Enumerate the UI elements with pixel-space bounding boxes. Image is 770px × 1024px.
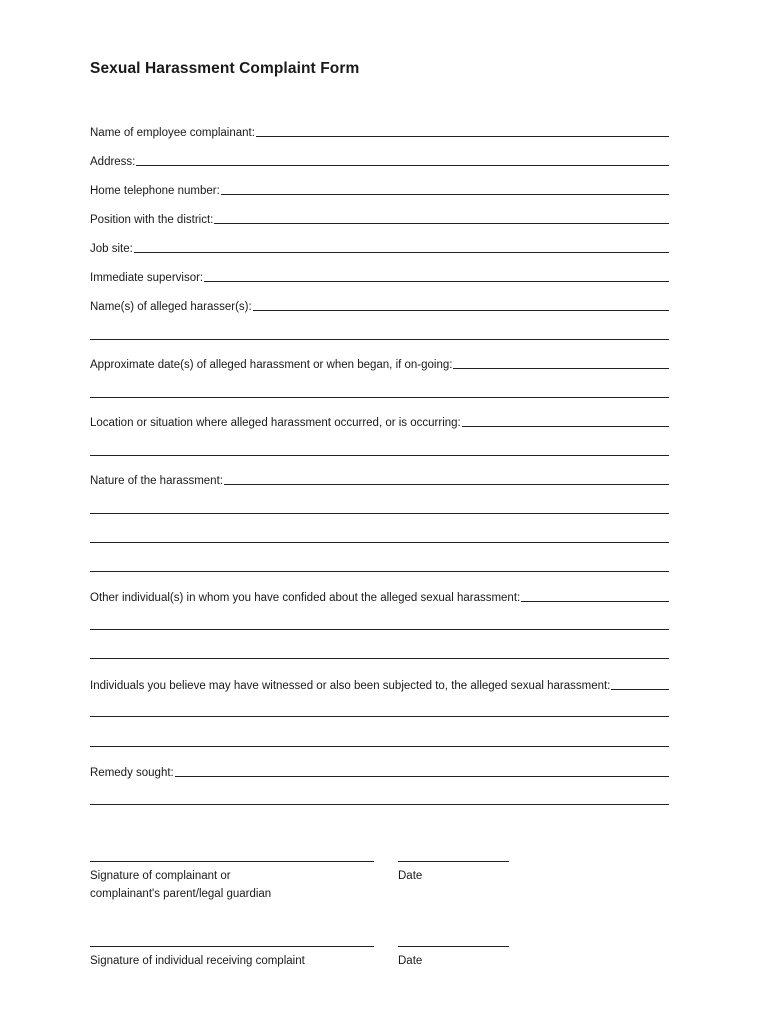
field-witnesses[interactable] — [90, 674, 669, 692]
blank-line[interactable] — [90, 513, 669, 514]
blank-line[interactable] — [90, 629, 669, 630]
complainant-signature-line[interactable] — [90, 861, 374, 862]
field-label: Home telephone number: — [90, 185, 220, 197]
blank-line[interactable] — [90, 397, 669, 398]
page-title: Sexual Harassment Complaint Form — [90, 60, 360, 77]
field-blank[interactable] — [224, 473, 669, 485]
field-blank[interactable] — [453, 357, 669, 369]
receiver-signature-line[interactable] — [90, 946, 374, 947]
field-label: Name(s) of alleged harasser(s): — [90, 301, 252, 313]
field-blank[interactable] — [136, 154, 669, 166]
field-confided-individuals[interactable] — [90, 586, 669, 604]
field-label: Name of employee complainant: — [90, 127, 255, 139]
field-label: Remedy sought: — [90, 767, 174, 779]
field-blank[interactable] — [611, 678, 669, 690]
blank-line[interactable] — [90, 455, 669, 456]
complainant-signature-label: Signature of complainant or — [90, 870, 231, 882]
field-label: Approximate date(s) of alleged harassment or when began, if on-going: — [90, 359, 453, 371]
complainant-date-line[interactable] — [398, 861, 509, 862]
date-label-2: Date — [398, 955, 423, 967]
field-home-telephone[interactable] — [90, 179, 669, 197]
field-address[interactable] — [90, 150, 669, 168]
date-label: Date — [398, 870, 423, 882]
field-approximate-dates[interactable] — [90, 353, 669, 371]
field-label: Address: — [90, 156, 136, 168]
field-label: Nature of the harassment: — [90, 475, 223, 487]
field-employee-name[interactable] — [90, 121, 669, 139]
field-blank[interactable] — [253, 299, 669, 311]
field-blank[interactable] — [256, 125, 669, 137]
field-blank[interactable] — [462, 415, 669, 427]
field-location[interactable] — [90, 411, 669, 429]
blank-line[interactable] — [90, 746, 669, 747]
blank-line[interactable] — [90, 658, 669, 659]
field-blank[interactable] — [204, 270, 669, 282]
field-label: Immediate supervisor: — [90, 272, 204, 284]
blank-line[interactable] — [90, 571, 669, 572]
field-blank[interactable] — [175, 765, 669, 777]
field-remedy[interactable] — [90, 761, 669, 779]
field-label: Position with the district: — [90, 214, 214, 226]
field-supervisor[interactable] — [90, 266, 669, 284]
blank-line[interactable] — [90, 542, 669, 543]
field-label: Location or situation where alleged harassment occurred, or is occurring: — [90, 417, 461, 429]
field-position[interactable] — [90, 208, 669, 226]
field-label: Job site: — [90, 243, 133, 255]
blank-line[interactable] — [90, 716, 669, 717]
field-job-site[interactable] — [90, 237, 669, 255]
blank-line[interactable] — [90, 804, 669, 805]
receiver-signature-label: Signature of individual receiving complaint — [90, 955, 305, 967]
field-blank[interactable] — [214, 212, 669, 224]
field-label: Individuals you believe may have witnessed or also been subjected to, the alleged sexual harassment: — [90, 680, 611, 692]
field-label: Other individual(s) in whom you have confided about the alleged sexual harassment: — [90, 592, 521, 604]
blank-line[interactable] — [90, 339, 669, 340]
complainant-signature-label-2: complainant's parent/legal guardian — [90, 888, 272, 900]
field-alleged-harasser[interactable] — [90, 295, 669, 313]
receiver-date-line[interactable] — [398, 946, 509, 947]
field-blank[interactable] — [221, 183, 669, 195]
field-nature[interactable] — [90, 469, 669, 487]
field-blank[interactable] — [134, 241, 669, 253]
field-blank[interactable] — [521, 590, 669, 602]
